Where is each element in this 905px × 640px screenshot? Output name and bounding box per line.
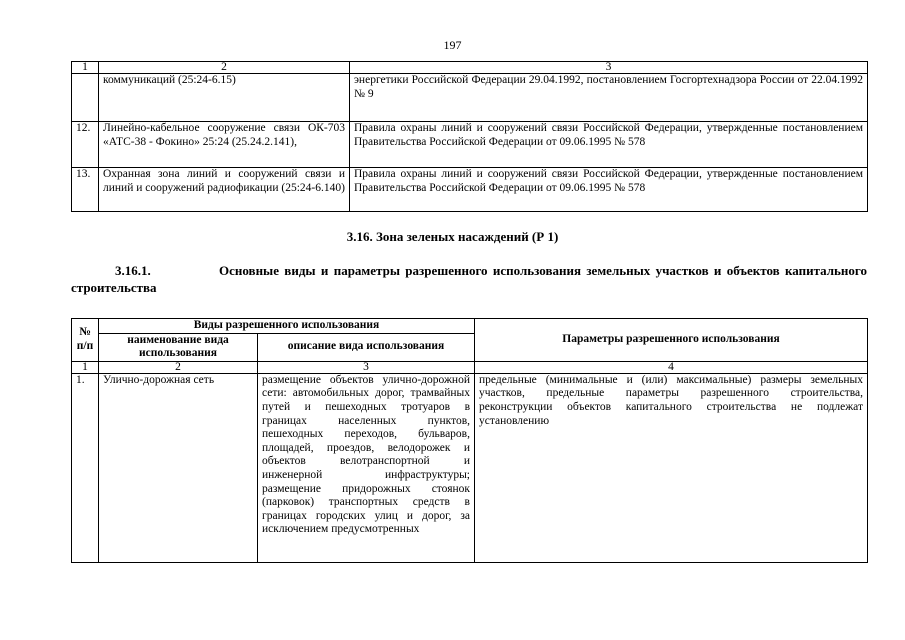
subsection-heading (71, 262, 867, 296)
row-object: Охранная зона линий и сооружений связи и линий и сооружений радиофикации (25:24-6.140) (99, 168, 350, 212)
row-basis: Правила охраны линий и сооружений связи Российской Федерации, утвержденные постановлением Правительства Российской Федерации от 09.06.1995 № 578 (350, 122, 868, 168)
column-number-4: 4 (475, 361, 868, 373)
table-header-row (72, 62, 868, 74)
page-number: 197 (443, 38, 462, 52)
header-use-name: наименование вида использования (99, 333, 258, 361)
table-row (72, 122, 868, 168)
permitted-use-table (71, 318, 868, 563)
row-number: 1. (72, 373, 99, 562)
table-row (72, 373, 868, 562)
column-number-1: 1 (72, 62, 99, 74)
header-num: № п/п (72, 319, 99, 362)
column-number-3: 3 (350, 62, 868, 74)
row-use-description: размещение объектов улично-дорожной сети: автомобильных дорог, трамвайных путей и пешеходных тротуаров в границах населенных пунктов, пешеходных переходов, бульваров, площадей, проездов, велодорожек и объектов велотранспортной и инженерной инфраструктуры; размещение придорожных стоянок (парковок) транспортных средств в границах городских улиц и дорог, за исключением предусмотренных (258, 373, 475, 562)
header-use-types: Виды разрешенного использования (99, 319, 475, 334)
header-params: Параметры разрешенного использования (475, 319, 868, 362)
table-header-row (72, 319, 868, 334)
row-object: Линейно-кабельное сооружение связи ОК-703 «АТС-38 - Фокино» 25:24 (25.24.2.141), (99, 122, 350, 168)
column-number-3: 3 (258, 361, 475, 373)
row-basis: Правила охраны линий и сооружений связи Российской Федерации, утвержденные постановлением Правительства Российской Федерации от 09.06.1995 № 578 (350, 168, 868, 212)
row-basis: энергетики Российской Федерации 29.04.1992, постановлением Госгортехнадзора России от 22.04.1992 № 9 (350, 74, 868, 122)
column-number-1: 1 (72, 361, 99, 373)
easements-table-continued (71, 61, 868, 212)
column-numbers-row (72, 361, 868, 373)
header-use-description: описание вида использования (258, 333, 475, 361)
column-number-2: 2 (99, 62, 350, 74)
row-params: предельные (минимальные и (или) максимальные) размеры земельных участков, предельные параметры разрешенного строительства, реконструкции объектов капитального строительства не подлежат установлению (475, 373, 868, 562)
table-row (72, 74, 868, 122)
row-object: коммуникаций (25:24-6.15) (99, 74, 350, 122)
section-title: 3.16. Зона зеленых насаждений (Р 1) (346, 229, 559, 244)
table-row (72, 168, 868, 212)
row-number: 13. (72, 168, 99, 212)
row-number (72, 74, 99, 122)
column-number-2: 2 (99, 361, 258, 373)
row-use-name: Улично-дорожная сеть (99, 373, 258, 562)
subsection-number: 3.16.1. (115, 263, 151, 278)
row-number: 12. (72, 122, 99, 168)
subsection-title: Основные виды и параметры разрешенного использования земельных участков и объектов капитального строительства (71, 263, 867, 295)
